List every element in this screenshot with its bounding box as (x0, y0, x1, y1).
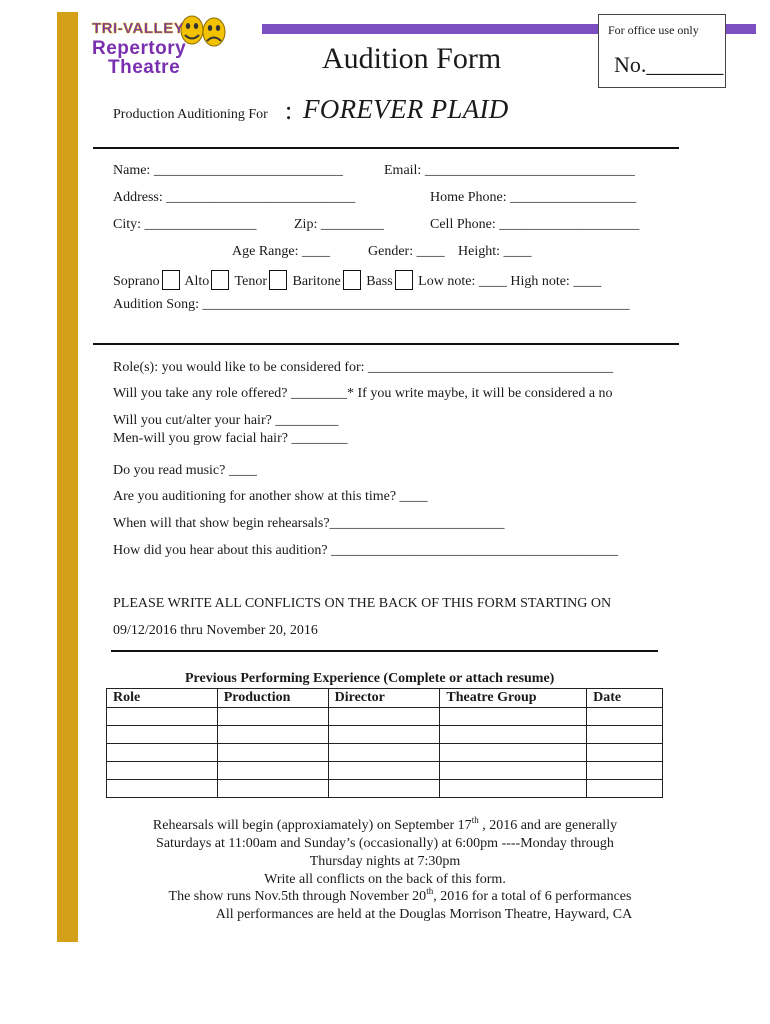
table-row (107, 762, 663, 780)
table-cell[interactable] (107, 744, 218, 762)
tenor-label: Tenor (234, 274, 267, 289)
notes-line-5b: , 2016 for a total of 6 performances (433, 889, 632, 904)
col-header-date: Date (587, 689, 663, 708)
notes-line-3: Thursday nights at 7:30pm (309, 854, 461, 869)
table-cell[interactable] (440, 708, 587, 726)
notes-line-5a: The show runs Nov.5th through November 20 (168, 889, 427, 904)
table-cell[interactable] (587, 780, 663, 798)
hair-question[interactable]: Will you cut/alter your hair? _________ (113, 413, 339, 428)
table-cell[interactable] (328, 762, 440, 780)
experience-table (106, 688, 663, 798)
bass-checkbox[interactable] (395, 270, 413, 290)
rehearsals-question[interactable]: When will that show begin rehearsals?_________________________ (113, 516, 505, 531)
high-note-field[interactable]: High note: ____ (510, 274, 602, 289)
table-cell[interactable] (217, 726, 328, 744)
experience-caption: Previous Performing Experience (Complete or attach resume) (185, 671, 555, 686)
table-cell[interactable] (587, 726, 663, 744)
theatre-logo (92, 12, 232, 78)
table-cell[interactable] (440, 762, 587, 780)
soprano-checkbox[interactable] (162, 270, 180, 290)
col-header-production: Production (217, 689, 328, 708)
cell-phone-field[interactable]: Cell Phone: ____________________ (430, 217, 640, 232)
table-row (107, 708, 663, 726)
table-cell[interactable] (587, 762, 663, 780)
zip-field[interactable]: Zip: _________ (294, 217, 384, 232)
office-use-label: For office use only (608, 23, 699, 37)
col-header-director: Director (328, 689, 440, 708)
read-music-question[interactable]: Do you read music? ____ (113, 463, 257, 478)
soprano-label: Soprano (113, 274, 160, 289)
notes-line-5 (100, 886, 700, 905)
table-row (107, 744, 663, 762)
home-phone-field[interactable]: Home Phone: __________________ (430, 190, 637, 205)
form-title: Audition Form (322, 42, 502, 75)
logo-line-3: Theatre (108, 57, 181, 78)
facial-hair-question[interactable]: Men-will you grow facial hair? ________ (113, 431, 348, 446)
table-cell[interactable] (107, 762, 218, 780)
production-name: FOREVER PLAID (303, 94, 509, 124)
gender-field[interactable]: Gender: ____ (368, 244, 445, 259)
gold-side-bar (57, 12, 78, 942)
notes-line-1a: Rehearsals will begin (approxiamately) on September 17 (152, 818, 472, 833)
col-header-theatre-group: Theatre Group (440, 689, 587, 708)
notes-line-1-sup: th (471, 815, 479, 825)
table-cell[interactable] (107, 780, 218, 798)
table-row (107, 780, 663, 798)
name-field[interactable]: Name: ___________________________ (113, 163, 343, 178)
table-cell[interactable] (107, 708, 218, 726)
table-cell[interactable] (587, 744, 663, 762)
production-label: Production Auditioning For (113, 107, 268, 122)
table-cell[interactable] (328, 780, 440, 798)
table-header-row (107, 689, 663, 708)
tenor-checkbox[interactable] (269, 270, 287, 290)
notes-line-5-sup: th (426, 886, 434, 896)
table-cell[interactable] (440, 744, 587, 762)
email-field[interactable]: Email: ______________________________ (384, 163, 635, 178)
table-cell[interactable] (328, 726, 440, 744)
low-note-field[interactable]: Low note: ____ (418, 274, 507, 289)
hear-about-question[interactable]: How did you hear about this audition? _________________________________________ (113, 543, 619, 558)
table-cell[interactable] (587, 708, 663, 726)
notes-line-2: Saturdays at 11:00am and Sunday’s (occasionally) at 6:00pm ----Monday through (156, 836, 614, 851)
city-field[interactable]: City: ________________ (113, 217, 257, 232)
table-cell[interactable] (107, 726, 218, 744)
col-header-role: Role (107, 689, 218, 708)
voice-type-row (113, 270, 601, 290)
bass-label: Bass (366, 274, 393, 289)
baritone-label: Baritone (292, 274, 341, 289)
address-field[interactable]: Address: ___________________________ (113, 190, 356, 205)
section-divider (93, 343, 679, 345)
roles-question[interactable]: Role(s): you would like to be considered for: ___________________________________ (113, 360, 614, 375)
alto-checkbox[interactable] (211, 270, 229, 290)
alto-label: Alto (184, 274, 210, 289)
section-divider (111, 650, 658, 652)
notes-line-1b: , 2016 and are generally (478, 818, 618, 833)
table-cell[interactable] (328, 744, 440, 762)
logo-line-1: TRI-VALLEY (92, 20, 185, 37)
table-cell[interactable] (440, 780, 587, 798)
conflicts-instruction: PLEASE WRITE ALL CONFLICTS ON THE BACK OF THIS FORM STARTING ON (113, 596, 612, 611)
section-divider (93, 147, 679, 149)
office-number-field[interactable]: No._______ (614, 52, 724, 77)
production-colon: : (285, 96, 293, 125)
logo-line-2: Repertory (92, 38, 187, 59)
table-cell[interactable] (217, 708, 328, 726)
table-row (107, 726, 663, 744)
table-cell[interactable] (328, 708, 440, 726)
table-cell[interactable] (217, 762, 328, 780)
notes-line-4: Write all conflicts on the back of this form. (264, 872, 506, 887)
other-show-question[interactable]: Are you auditioning for another show at this time? ____ (113, 489, 428, 504)
table-cell[interactable] (217, 780, 328, 798)
table-cell[interactable] (440, 726, 587, 744)
height-field[interactable]: Height: ____ (458, 244, 532, 259)
baritone-checkbox[interactable] (343, 270, 361, 290)
conflicts-dates: 09/12/2016 thru November 20, 2016 (113, 623, 318, 638)
notes-line-1 (100, 815, 670, 834)
audition-song-field[interactable]: Audition Song: _____________________________________________________________ (113, 297, 630, 312)
table-cell[interactable] (217, 744, 328, 762)
any-role-question[interactable]: Will you take any role offered? ________* If you write maybe, it will be considered a no (113, 386, 613, 401)
age-range-field[interactable]: Age Range: ____ (232, 244, 330, 259)
notes-line-6: All performances are held at the Douglas Morrison Theatre, Hayward, CA (215, 907, 633, 922)
